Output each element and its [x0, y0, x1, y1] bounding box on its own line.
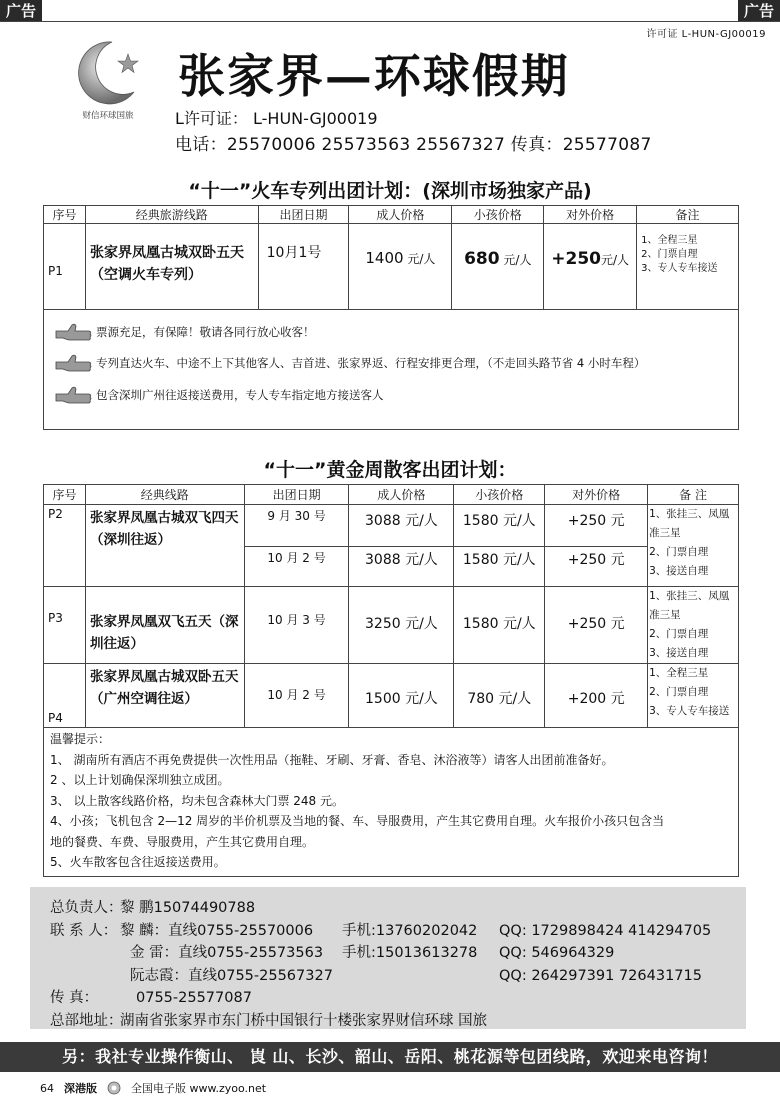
remark-line: 2、门票自理 — [649, 628, 709, 640]
contact-line — [50, 942, 726, 965]
remark-line: 1、张挂三、凤凰准三星 — [649, 508, 730, 539]
row-code: P1 — [44, 224, 86, 310]
route-name: 张家界凤凰古城双飞四天（深圳往返） — [85, 505, 244, 587]
depart-date: 10 月 2 号 — [244, 664, 349, 728]
col-header: 出团日期 — [258, 206, 349, 224]
col-header: 成人价格 — [349, 206, 452, 224]
remark-line: 2、门票自理 — [649, 546, 709, 558]
contact-name: 黎 麟：直线0755-25570006 — [120, 922, 314, 939]
col-header: 备 注 — [648, 485, 739, 505]
depart-date: 10 月 2 号 — [244, 547, 349, 587]
table-header-row — [44, 485, 739, 505]
remark-line: 1、张挂三、凤凰准三星 — [649, 590, 730, 621]
remark-line: 1、全程三星 — [649, 667, 709, 679]
note-item — [54, 385, 384, 405]
tip-line: 3、 以上散客线路价格，均未包含森林大门票 248 元。 — [50, 793, 344, 808]
table-row — [44, 224, 739, 310]
col-header: 经典线路 — [85, 485, 244, 505]
note-text: 专列直达火车、中途不上下其他客人、吉首进、张家界返、行程安排更合理，（不走回头路节省 4 小时车程） — [96, 356, 646, 370]
table-row — [44, 587, 739, 664]
remark-line: 3、专人专车接送 — [641, 263, 718, 274]
col-header: 小孩价格 — [454, 485, 545, 505]
thumbs-up-icon — [54, 353, 94, 373]
phone-line: 电话：25570006 25573563 25567327 传真：25577087 — [175, 135, 652, 155]
remarks-cell — [648, 505, 739, 587]
tip-line: 地的餐费、车费、导服费用，产生其它费用自理。 — [50, 834, 315, 849]
tip-line: 2 、以上计划确保深圳独立成团。 — [50, 773, 230, 787]
group-plan-table — [43, 484, 739, 728]
col-header: 备注 — [637, 206, 739, 224]
col-header: 成人价格 — [349, 485, 454, 505]
edition-label: 深港版 — [64, 1082, 97, 1095]
contact-label: 传 真： — [50, 990, 99, 1006]
ad-label-right: 广告 — [738, 0, 780, 22]
contact-mobile: 手机:13760202042 — [342, 922, 478, 939]
child-price: 780 元/人 — [454, 664, 545, 728]
adult-price: 1500 元/人 — [349, 664, 454, 728]
external-price-num: +250 — [551, 249, 602, 269]
contact-qq: QQ: 546964329 — [499, 945, 615, 961]
page-number: 64 — [40, 1081, 54, 1095]
depart-date: 9 月 30 号 — [244, 505, 349, 547]
contact-label: 总部地址： — [50, 1012, 123, 1029]
child-price: 1580 元/人 — [454, 547, 545, 587]
col-header: 小孩价格 — [452, 206, 544, 224]
route-name: 张家界凤凰双飞五天（深圳往返） — [85, 587, 244, 664]
remarks-cell — [637, 224, 739, 310]
tip-line: 5、火车散客包含往返接送费用。 — [50, 855, 226, 869]
child-price: 1580 元/人 — [454, 505, 545, 547]
adult-price: 3088 元/人 — [349, 547, 454, 587]
remarks-cell — [648, 587, 739, 664]
adult-price-num: 1400 — [365, 249, 404, 267]
row-code: P4 — [44, 664, 86, 728]
remark-line: 2、门票自理 — [641, 249, 698, 260]
ad-label-left: 广告 — [0, 0, 42, 22]
tips-box — [43, 727, 739, 877]
remark-line: 1、全程三星 — [641, 235, 698, 246]
remark-line: 3、专人专车接送 — [649, 705, 730, 717]
contact-label: 联 系 人： — [50, 922, 118, 939]
contact-line — [50, 987, 726, 1010]
tip-line: 1、 湖南所有酒店不再免费提供一次性用品（拖鞋、牙刷、牙膏、香皂、沐浴液等）请客人出团前准备好。 — [50, 752, 614, 767]
col-header: 序号 — [44, 485, 86, 505]
table-row — [44, 664, 739, 728]
table-row — [44, 505, 739, 547]
remarks-cell — [648, 664, 739, 728]
contact-name: 阮志霞：直线0755-25567327 — [130, 967, 333, 984]
section1-heading: “十一”火车专列出团计划：(深圳市场独家产品) — [188, 180, 592, 202]
train-notes-box — [43, 310, 739, 430]
contact-label: 总负责人： — [50, 900, 123, 916]
contact-mobile: 手机:15013613278 — [342, 945, 478, 961]
contact-box — [30, 887, 746, 1029]
col-header: 对外价格 — [545, 485, 648, 505]
contact-name: 0755-25577087 — [136, 990, 252, 1006]
thumbs-up-icon — [54, 385, 94, 405]
adult-price-unit: 元/人 — [403, 252, 436, 266]
note-item — [54, 322, 315, 342]
external-price: +200 元 — [545, 664, 648, 728]
tips-title: 温馨提示： — [50, 732, 111, 746]
tip-line: 4、小孩；飞机包含 2—12 周岁的半价机票及当地的餐、车、导服费用，产生其它费用自理。火车报价小孩只包含当 — [50, 814, 665, 828]
child-price: 1580 元/人 — [454, 587, 545, 664]
col-header: 出团日期 — [244, 485, 349, 505]
contact-qq: QQ: 1729898424 414294705 — [499, 922, 712, 939]
table-header-row — [44, 206, 739, 224]
contact-name: 黎 鹏15074490788 — [120, 900, 256, 916]
col-header: 序号 — [44, 206, 86, 224]
page-title: 张家界—环球假期 — [178, 49, 570, 103]
external-price: +250 元 — [545, 505, 648, 547]
contact-qq: QQ: 264297391 726431715 — [499, 967, 702, 984]
emblem-icon — [107, 1081, 121, 1095]
train-plan-table — [43, 205, 739, 310]
route-name: 张家界凤凰古城双卧五天（广州空调往返） — [85, 664, 244, 728]
license-line: L许可证： L-HUN-GJ00019 — [175, 109, 378, 128]
col-header: 对外价格 — [544, 206, 637, 224]
site-label: 全国电子版 www.zyoo.net — [131, 1082, 267, 1095]
external-price: +250 元 — [545, 587, 648, 664]
row-code: P3 — [44, 587, 86, 664]
depart-date: 10 月 3 号 — [244, 587, 349, 664]
external-price-unit: 元/人 — [601, 253, 630, 267]
page-footer — [40, 1080, 266, 1096]
contact-line — [50, 897, 726, 920]
remark-line: 3、接送自理 — [649, 647, 709, 659]
note-text: 票源充足，有保障！敬请各同行放心收客！ — [96, 325, 315, 339]
adult-price: 3088 元/人 — [349, 505, 454, 547]
section2-heading: “十一”黄金周散客出团计划： — [263, 459, 517, 481]
remark-line: 2、门票自理 — [649, 686, 709, 698]
adult-price: 3250 元/人 — [349, 587, 454, 664]
external-price — [544, 224, 637, 310]
child-price — [452, 224, 544, 310]
license-small: 许可证 L-HUN-GJ00019 — [646, 29, 766, 40]
top-rule — [0, 21, 780, 22]
adult-price — [349, 224, 452, 310]
thumbs-up-icon — [54, 322, 94, 342]
promo-banner: 另：我社专业操作衡山、 崀 山、长沙、韶山、岳阳、桃花源等包团线路，欢迎来电咨询！ — [0, 1042, 780, 1072]
child-price-unit: 元/人 — [499, 253, 532, 267]
note-item — [54, 353, 645, 373]
crescent-star-logo-icon — [68, 38, 146, 108]
external-price: +250 元 — [545, 547, 648, 587]
contact-name: 金 雷：直线0755-25573563 — [130, 945, 324, 961]
row-code: P2 — [44, 505, 86, 587]
contact-address: 湖南省张家界市东门桥中国银行十楼张家界财信环球 国旅 — [120, 1012, 488, 1029]
depart-date: 10月1号 — [258, 224, 349, 310]
contact-line — [50, 965, 726, 988]
note-text: 包含深圳广州往返接送费用，专人专车指定地方接送客人 — [96, 388, 384, 402]
child-price-num: 680 — [464, 249, 500, 269]
contact-line — [50, 920, 726, 943]
route-name: 张家界凤凰古城双卧五天（空调火车专列） — [85, 224, 258, 310]
remark-line: 3、接送自理 — [649, 565, 709, 577]
contact-line — [50, 1010, 726, 1033]
col-header: 经典旅游线路 — [85, 206, 258, 224]
logo-caption: 财信环球国旅 — [82, 111, 134, 121]
